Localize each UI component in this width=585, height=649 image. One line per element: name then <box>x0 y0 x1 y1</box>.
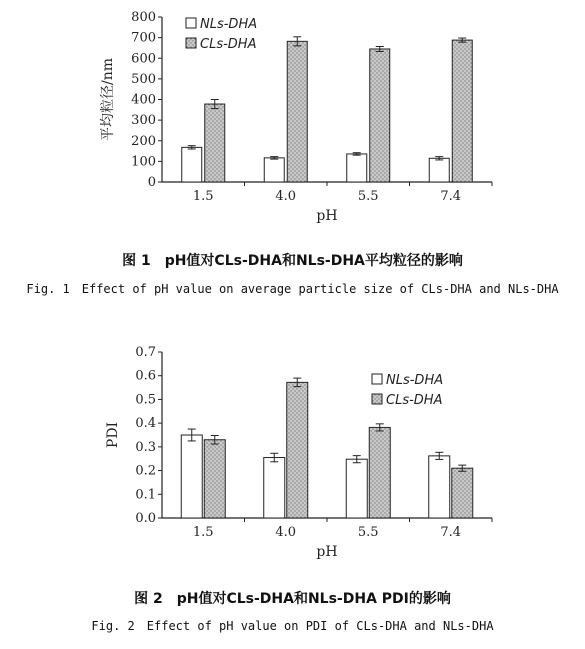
y-tick-label: 600 <box>131 51 156 67</box>
bar-cls-dha <box>452 468 473 518</box>
bar-nls-dha <box>181 435 202 518</box>
bar-cls-dha <box>287 41 307 182</box>
y-tick-label: 400 <box>131 92 156 108</box>
bar-cls-dha <box>204 440 225 518</box>
y-tick-label: 0.1 <box>135 487 156 503</box>
x-tick-label: 4.0 <box>275 525 297 540</box>
figure1-caption-cn: 图 1 pH值对CLs-DHA和NLs-DHA平均粒径的影响 <box>122 253 463 269</box>
bar-nls-dha <box>264 458 285 518</box>
x-tick-label: 5.5 <box>357 525 379 540</box>
y-tick-label: 0.7 <box>135 345 156 360</box>
legend-swatch <box>372 374 382 384</box>
legend-label: CLs-DHA <box>200 37 257 52</box>
legend-swatch <box>186 38 196 48</box>
x-tick-label: 5.5 <box>357 189 379 204</box>
x-tick-label: 4.0 <box>275 189 297 204</box>
figure2-caption-cn: 图 2 pH值对CLs-DHA和NLs-DHA PDI的影响 <box>134 591 451 607</box>
bar-cls-dha <box>287 382 308 518</box>
y-tick-label: 200 <box>131 133 156 149</box>
y-tick-label: 800 <box>131 10 156 25</box>
bar-cls-dha <box>205 104 225 182</box>
bar-nls-dha <box>346 459 367 518</box>
x-axis-label: pH <box>316 544 338 560</box>
legend-label: NLs-DHA <box>386 373 444 388</box>
y-tick-label: 0.6 <box>135 368 156 384</box>
x-tick-label: 1.5 <box>192 525 214 540</box>
legend-swatch <box>186 18 196 28</box>
legend-swatch <box>372 394 382 404</box>
bar-cls-dha <box>369 427 390 518</box>
y-tick-label: 500 <box>131 71 156 87</box>
x-axis-label: pH <box>316 208 338 224</box>
bar-nls-dha <box>429 456 450 518</box>
y-tick-label: 100 <box>131 154 156 170</box>
chart-1 <box>99 10 492 224</box>
legend-label: NLs-DHA <box>200 17 258 32</box>
chart-2 <box>105 345 492 560</box>
y-tick-label: 0.4 <box>135 416 156 432</box>
bar-cls-dha <box>452 40 472 182</box>
bar-nls-dha <box>347 154 367 182</box>
y-tick-label: 0.3 <box>135 439 156 455</box>
bar-nls-dha <box>264 158 284 182</box>
y-tick-label: 300 <box>131 113 156 129</box>
y-axis-label: 平均粒径/nm <box>100 57 116 142</box>
bar-nls-dha <box>429 158 449 182</box>
figure1-caption-en: Fig. 1 Effect of pH value on average particle size of CLs-DHA and NLs-DHA <box>26 282 559 296</box>
x-tick-label: 1.5 <box>192 189 214 204</box>
y-axis-label: PDI <box>105 421 121 449</box>
x-tick-label: 7.4 <box>440 525 462 540</box>
y-tick-label: 700 <box>131 30 156 46</box>
y-tick-label: 0.2 <box>135 463 156 479</box>
y-tick-label: 0.0 <box>135 511 156 526</box>
y-tick-label: 0 <box>147 175 156 190</box>
figure2-caption-en: Fig. 2 Effect of pH value on PDI of CLs-DHA and NLs-DHA <box>91 619 494 633</box>
bar-nls-dha <box>182 147 202 182</box>
bar-cls-dha <box>370 49 390 182</box>
y-tick-label: 0.5 <box>135 392 156 408</box>
x-tick-label: 7.4 <box>440 189 462 204</box>
legend-label: CLs-DHA <box>386 393 443 408</box>
